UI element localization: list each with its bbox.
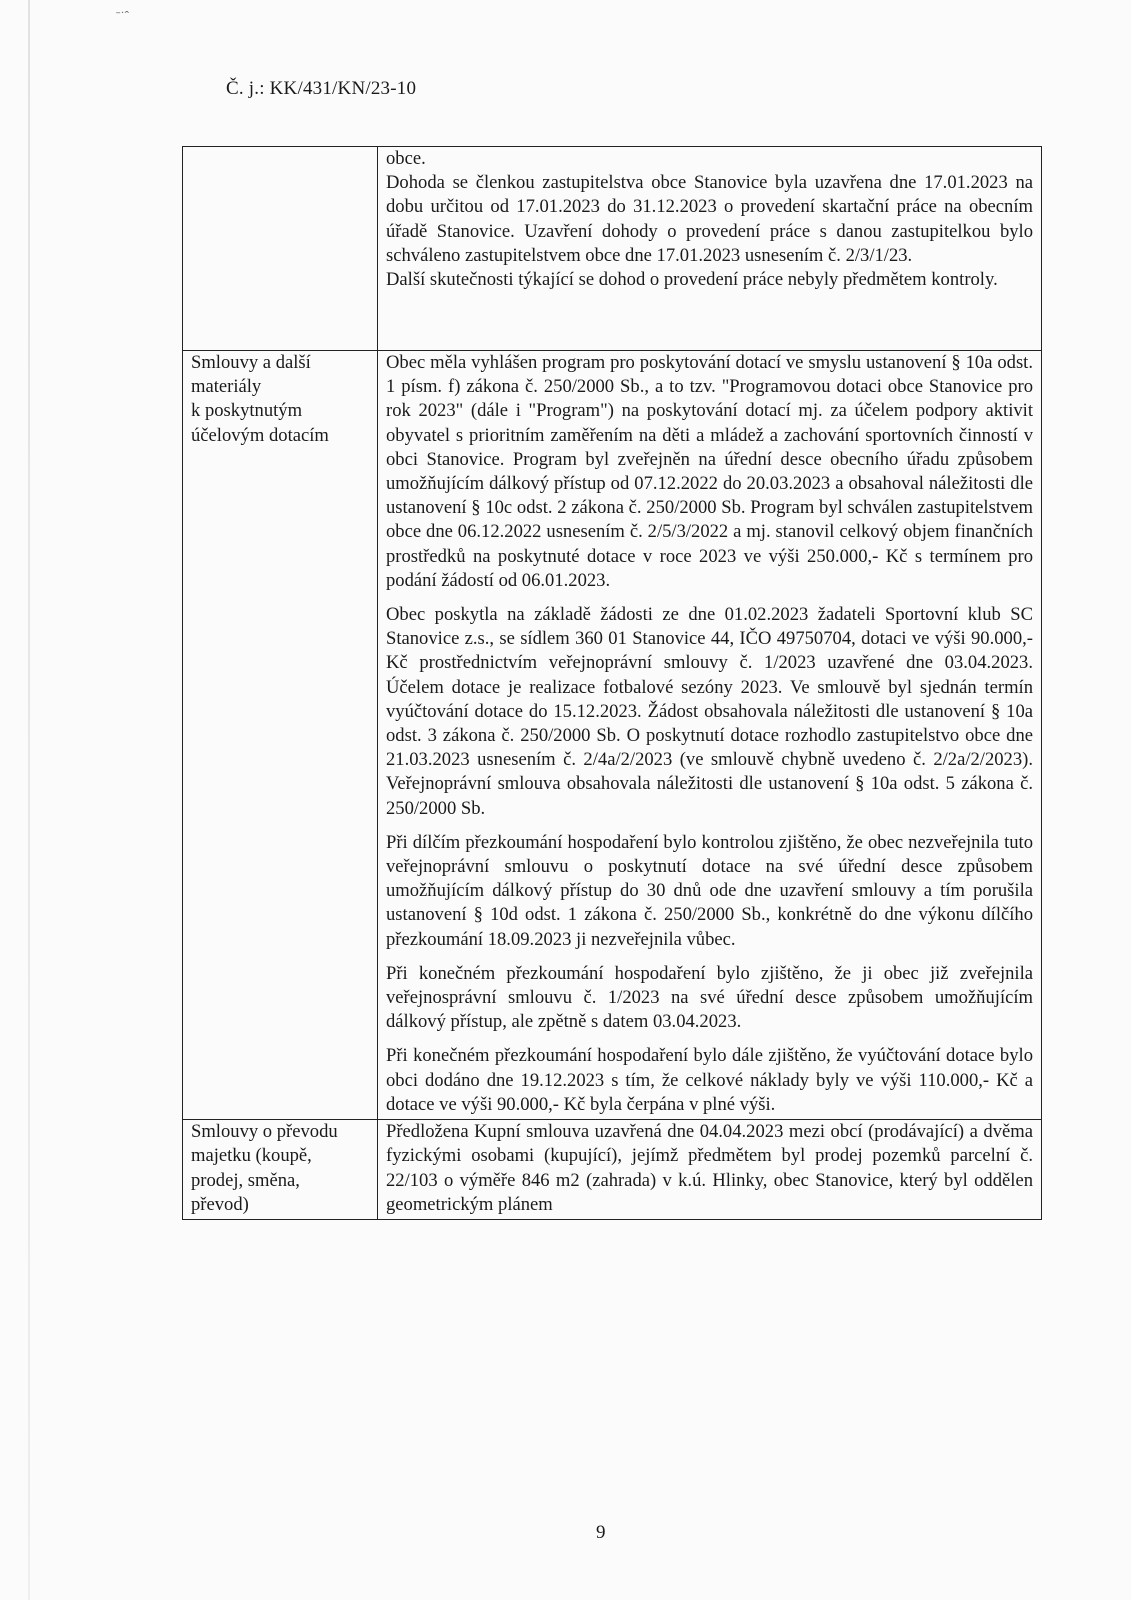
findings-table [182,146,1042,1220]
row-label-line: k poskytnutým [191,400,303,422]
paragraph: Předložena Kupní smlouva uzavřená dne 04.04.2023 mezi obcí (prodávající) a dvěma fyzickými osobami (kupující), jejímž předmětem byl prodej pozemků parcelní č. 22/103 o výměře 846 m2 (zahrada) v k.ú. Hlinky, obec Stanovice, který byl oddělen geometrickým plánem [386,1121,1033,1215]
table-row [183,1120,1042,1220]
paragraph: obce. [386,148,426,169]
row-content [378,147,1042,351]
page-number: 9 [596,1522,606,1543]
row-label-line: účelovým dotacím [191,424,329,446]
row-label-line: Smlouvy a další [191,352,311,373]
paragraph: Při konečném přezkoumání hospodaření bylo zjištěno, že ji obec již zveřejnila veřejnosprávní smlouvu č. 1/2023 na své úřední desce způsobem umožňujícím dálkový přístup, ale zpětně s datem 03.04.2023. [386,962,1033,1033]
table-row [183,147,1042,351]
paragraph: Dohoda se členkou zastupitelstva obce Stanovice byla uzavřena dne 17.01.2023 na dobu určitou od 17.01.2023 do 31.12.2023 o provedení skartační práce na obecním úřadě Stanovice. Uzavření dohody o provedení práce s danou zastupitelkou bylo schváleno zastupitelstvem obce dne 17.01.2023 usnesením č. 2/3/1/23. [386,172,1033,266]
row-content [378,351,1042,1120]
document-reference: Č. j.: KK/431/KN/23-10 [226,78,417,99]
page-edge-shadow [28,0,30,1600]
row-label-line: materiály [191,376,262,398]
row-label [183,351,378,1120]
paragraph: Další skutečnosti týkající se dohod o provedení práce nebyly předmětem kontroly. [386,269,998,291]
paragraph: Při konečném přezkoumání hospodaření bylo dále zjištěno, že vyúčtování dotace bylo obci dodáno dne 19.12.2023 s tím, že celkové náklady byly ve výši 110.000,- Kč a dotace ve výši 90.000,- Kč byla čerpána v plné výši. [386,1045,1033,1115]
paragraph: Obec měla vyhlášen program pro poskytování dotací ve smyslu ustanovení § 10a odst. 1 písm. f) zákona č. 250/2000 Sb., a to tzv. "Programovou dotaci obce Stanovice pro rok 2023" (dále i "Program") na poskytování dotací mj. za účelem podpory aktivit obyvatel s prioritním zaměřením na děti a mládež a zachování sportovních činností v obci Stanovice. Program byl zveřejněn na úřední desce obecního úřadu způsobem umožňujícím dálkový přístup od 07.12.2022 do 20.03.2023 a obsahoval náležitosti dle ustanovení § 10c odst. 2 zákona č. 250/2000 Sb. Program byl schválen zastupitelstvem obce dne 06.12.2022 usnesením č. 2/5/3/2022 a mj. stanovil celkový objem finančních prostředků na poskytnuté dotace v roce 2023 ve výši 250.000,- Kč s termínem pro podání žádostí od 06.01.2023. [386,352,1033,591]
row-label-line: převod) [191,1193,249,1215]
row-label [183,1120,378,1220]
row-label [183,147,378,351]
row-content [378,1120,1042,1220]
paragraph: Obec poskytla na základě žádosti ze dne 01.02.2023 žadateli Sportovní klub SC Stanovice z.s., se sídlem 360 01 Stanovice 44, IČO 49750704, dotaci ve výši 90.000,- Kč prostřednictvím veřejnoprávní smlouvy č. 1/2023 uzavřené dne 03.04.2023. Účelem dotace je realizace fotbalové sezóny 2023. Ve smlouvě byl sjednán termín vyúčtování dotace do 15.12.2023. Žádost obsahovala náležitosti dle ustanovení § 10a odst. 3 zákona č. 250/2000 Sb. O poskytnutí dotace rozhodlo zastupitelstvo obce dne 21.03.2023 usnesením č. 2/4a/2/2023 (ve smlouvě chybně uvedeno č. 2/2a/2/2023). Veřejnoprávní smlouva obsahovala náležitosti dle ustanovení § 10a odst. 5 zákona č. 250/2000 Sb. [386,604,1033,819]
row-label-line: prodej, směna, [191,1169,300,1191]
row-label-line: Smlouvy o převodu [191,1121,338,1143]
paragraph: Při dílčím přezkoumání hospodaření bylo kontrolou zjištěno, že obec nezveřejnila tuto veřejnoprávní smlouvu o poskytnutí dotace na své úřední desce způsobem umožňujícím dálkový přístup do 30 dnů ode dne uzavření smlouvy a tím porušila ustanovení § 10d odst. 1 zákona č. 250/2000 Sb., konkrétně do dne výkonu dílčího přezkoumání 18.09.2023 ji nezveřejnila vůbec. [386,831,1033,950]
row-label-line: majetku (koupě, [191,1145,312,1167]
table-row [183,351,1042,1120]
scan-mark: ˉ˙ˆ [116,8,129,23]
